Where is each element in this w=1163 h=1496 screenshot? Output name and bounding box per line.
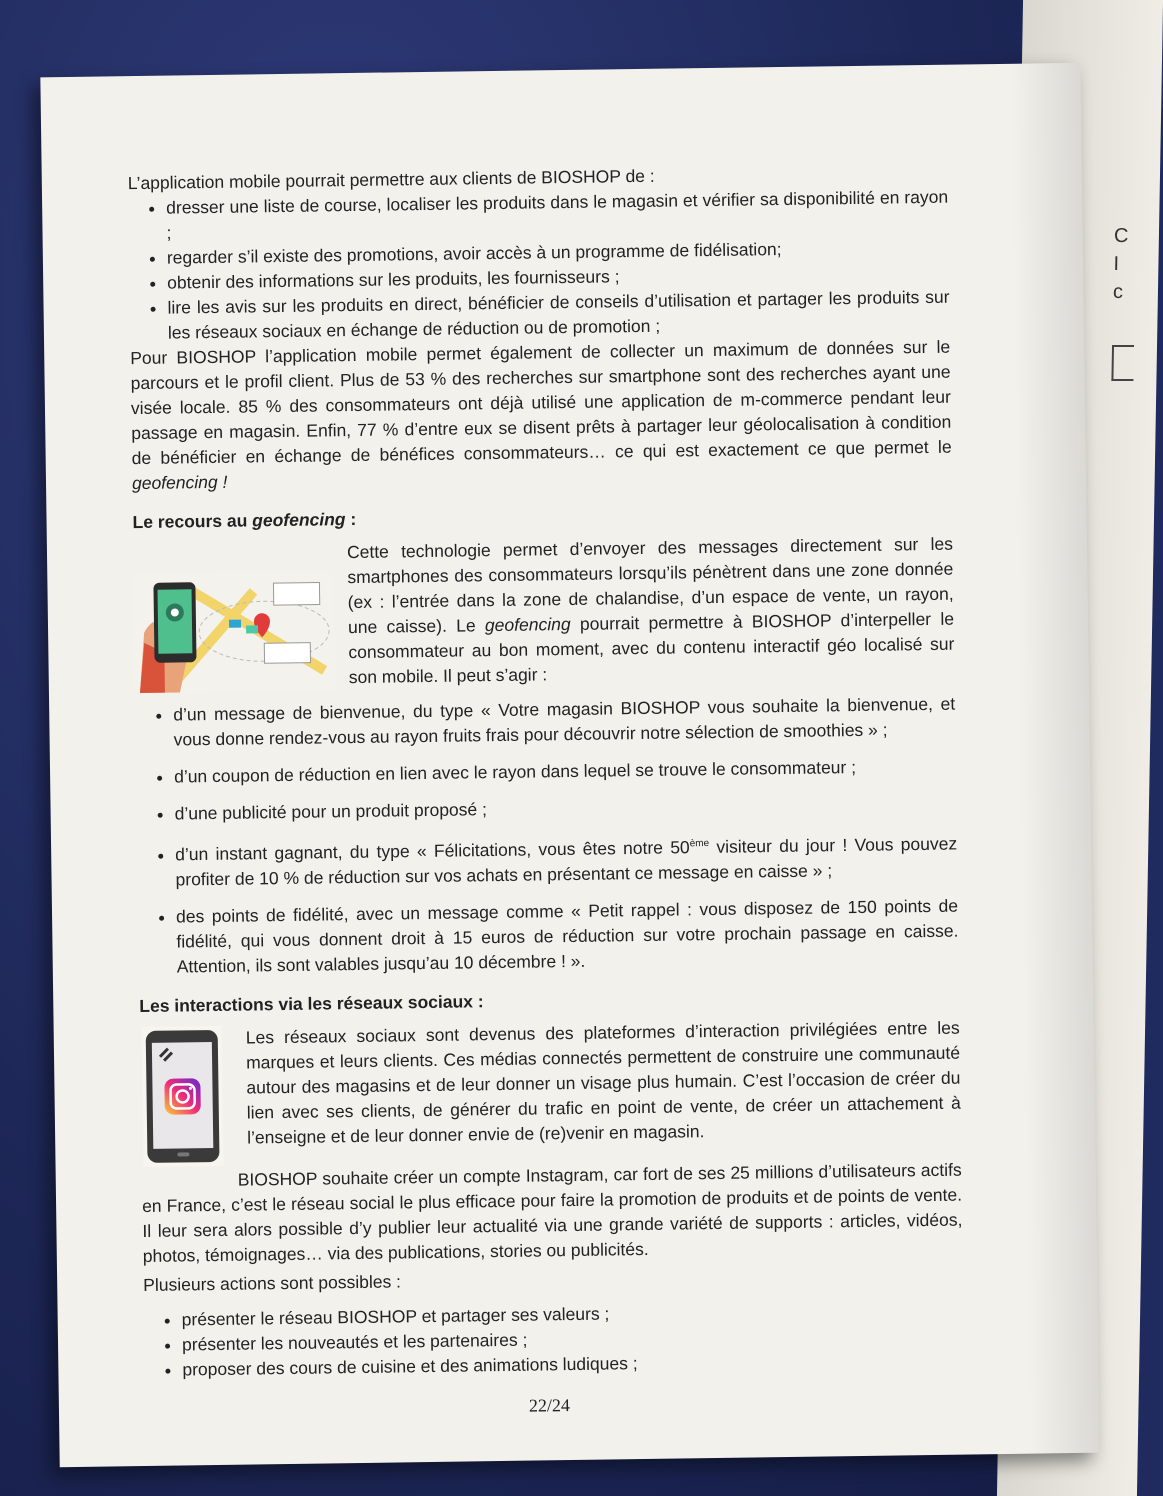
actions-list [144,1296,965,1382]
page-number: 22/24 [528,1395,571,1416]
list-item: • dresser une liste de course, localiser les produits dans le magasin et vérifier sa disponibilité en rayon ; [166,185,949,246]
list-item: • d’une publicité pour un produit proposé ; [174,791,956,827]
geofencing-heading: Le recours au geofencing : [132,508,357,533]
document-page [40,63,1099,1467]
geofencing-list [135,692,959,980]
next-page-fragment: I [1113,253,1120,275]
list-item: • d’un instant gagnant, du type « Félicitations, vous êtes notre 50ème visiteur du jour ! Vous pouvez profiter de 10 % de réduction sur vos achats en présentant ce message en caisse » ; [175,828,958,893]
page-content [128,160,965,1383]
actions-intro: Plusieurs actions sont possibles : [143,1271,402,1295]
social-heading: Les interactions via les réseaux sociaux : [139,991,484,1016]
social-paragraph-1: Les réseaux sociaux sont devenus des plateformes d’interaction privilégiées entre les marques et leurs clients. Ces médias connectés permettent de construire une communauté autour des magasins et de leur donner un visage plus humain. C’est l’occasion de créer du lien avec ses clients, de générer du trafic en point de vente, de créer un attachement à l’enseigne et de leur donner envie de (re)venir en magasin. [245,1017,961,1148]
next-page-fragment: c [1112,281,1124,303]
intro-text: L’application mobile pourrait permettre aux clients de BIOSHOP de : [127,165,655,194]
list-item: • obtenir des informations sur les produits, les fournisseurs ; [167,260,949,296]
social-section [140,1015,962,1166]
list-item: • présenter les nouveautés et les partenaires ; [182,1321,964,1357]
list-item: • des points de fidélité, avec un message comme « Petit rappel : vous disposez de 150 points de fidélité, qui vous donnent droit à 15 euros de réduction sur votre prochain passage en caisse. Attention, ils sont valables jusqu’au 10 décembre ! ». [176,893,959,979]
list-item: • présenter le réseau BIOSHOP et partager ses valeurs ; [182,1296,964,1332]
list-item: • regarder s’il existe des promotions, avoir accès à un programme de fidélisation; [167,235,949,271]
data-paragraph: Pour BIOSHOP l’application mobile permet également de collecter un maximum de données sur le parcours et le profil client. Plus de 53 % des recherches sur smartphone sont des recherches ayant une visée locale. 85 % des consommateurs ont déjà utilisé une application de m-commerce pendant leur passage en magasin. Enfin, 77 % d’entre eux se disent prêts à partager leur géolocalisation à condition de bénéficier en échange de bénéfices consommateurs… ce qui est exactement ce que permet le geofencing ! [130,336,952,494]
social-paragraph-2: BIOSHOP souhaite créer un compte Instagram, car fort de ses 25 millions d’utilisateurs actifs en France, c’est le réseau social le plus efficace pour faire la promotion de produits et de points de vente. Il leur sera alors possible d’y publier leur actualité via une grande variété de supports : articles, vidéos, photos, témoignages… via des publications, stories ou publicités. [141,1159,963,1266]
geofencing-section [133,532,955,693]
geofencing-illustration [133,570,335,693]
next-page-box [1111,345,1134,381]
next-page-fragment: C [1113,225,1129,247]
list-item: • proposer des cours de cuisine et des animations ludiques ; [182,1346,964,1382]
list-item: • lire les avis sur les produits en direct, bénéficier de conseils d’utilisation et partager les produits sur les réseaux sociaux en échange de réduction ou de promotion ; [167,285,950,346]
list-item: • d’un message de bienvenue, du type « Votre magasin BIOSHOP vous souhaite la bienvenue, et vous donne rendez-vous au rayon fruits frais pour découvrir notre sélection de smoothies » ; [173,692,956,753]
list-item: • d’un coupon de réduction en lien avec le rayon dans lequel se trouve le consommateur ; [174,754,956,790]
instagram-phone-icon [142,1026,224,1167]
app-features-list [128,185,950,346]
geofencing-description: Cette technologie permet d’envoyer des messages directement sur les smartphones des consommateurs lorsqu’ils pénètrent dans une zone donnée (ex : l’entrée dans la zone de chalandise, d’un espace de vente, un rayon, une caisse). Le geofencing pourrait permettre à BIOSHOP d’interpeller le consommateur au bon moment, avec du contenu interactif géo localisé sur son mobile. Il peut s’agir : [346,533,955,688]
